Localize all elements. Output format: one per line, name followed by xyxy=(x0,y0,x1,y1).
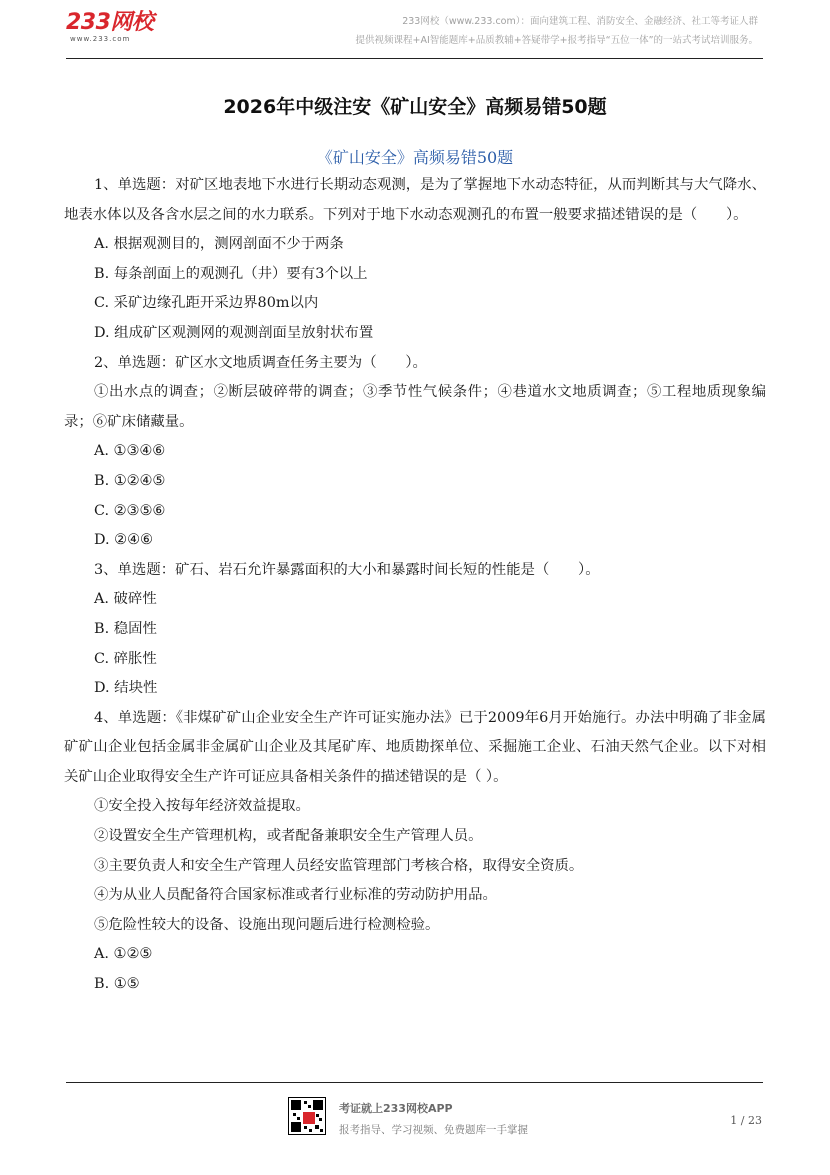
app-description: 报考指导、学习视频、免费题库一手掌握 xyxy=(339,1124,528,1136)
question-4-item: ②设置安全生产管理机构，或者配备兼职安全生产管理人员。 xyxy=(94,828,483,845)
app-slogan: 考证就上233网校APP xyxy=(339,1102,453,1115)
option-line: B. ①⑤ xyxy=(94,976,140,993)
question-3-stem: 3、单选题：矿石、岩石允许暴露面积的大小和暴露时间长短的性能是（ ）。 xyxy=(94,561,600,578)
option-line: D. 结块性 xyxy=(94,680,158,697)
option-line: A. 破碎性 xyxy=(94,591,157,608)
header-tagline xyxy=(356,12,759,50)
option-line: A. ①③④⑥ xyxy=(94,443,166,460)
option-line: D. ②④⑥ xyxy=(94,532,153,549)
option-line: C. ②③⑤⑥ xyxy=(94,502,166,519)
option-line: B. 每条剖面上的观测孔（井）要有3个以上 xyxy=(94,265,368,282)
page-header xyxy=(0,0,830,60)
page-number: 1 / 23 xyxy=(730,1114,762,1127)
brand-logo[interactable] xyxy=(66,10,166,46)
footer-divider xyxy=(66,1082,763,1083)
option-line: A. 根据观测目的，测网剖面不少于两条 xyxy=(94,236,344,253)
question-1-stem: 1、单选题：对矿区地表地下水进行长期动态观测，是为了掌握地下水动态特征，从而判断其与大气降水、地表水体以及各含水层之间的水力联系。下列对于地下水动态观测孔的布置一般要求描述错误的是（ ）。 xyxy=(64,177,766,223)
question-4-item: ①安全投入按每年经济效益提取。 xyxy=(94,798,310,815)
question-2-stem: 2、单选题：矿区水文地质调查任务主要为（ ）。 xyxy=(94,354,427,371)
option-line: D. 组成矿区观测网的观测剖面呈放射状布置 xyxy=(94,324,374,341)
header-tagline-line-1: 233网校（www.233.com）：面向建筑工程、消防安全、金融经济、社工等考证人群 xyxy=(402,16,758,27)
question-2-items: ①出水点的调查；②断层破碎带的调查；③季节性气候条件；④巷道水文地质调查；⑤工程地质现象编录；⑥矿床储藏量。 xyxy=(64,384,766,430)
option-line: A. ①②⑤ xyxy=(94,946,153,963)
option-line: C. 碎胀性 xyxy=(94,650,157,667)
document-title: 2026年中级注安《矿山安全》高频易错50题 xyxy=(223,96,607,118)
question-4-item: ④为从业人员配备符合国家标准或者行业标准的劳动防护用品。 xyxy=(94,887,497,904)
header-divider xyxy=(66,58,763,59)
option-line: B. ①②④⑤ xyxy=(94,472,166,489)
option-line: C. 采矿边缘孔距开采边界80m以内 xyxy=(94,295,319,312)
question-4-item: ⑤危险性较大的设备、设施出现问题后进行检测检验。 xyxy=(94,916,440,933)
qr-code-icon[interactable] xyxy=(288,1097,326,1135)
option-line: B. 稳固性 xyxy=(94,620,157,637)
header-tagline-line-2: 提供视频课程+AI智能题库+品质教辅+答疑带学+报考指导“五位一体”的一站式考试培训服务。 xyxy=(355,35,758,46)
document-body xyxy=(64,171,766,1000)
logo-wordmark: 233网校 xyxy=(66,10,154,35)
logo-url: www.233.com xyxy=(70,35,131,43)
document-subtitle: 《矿山安全》高频易错50题 xyxy=(316,148,514,167)
question-4-item: ③主要负责人和安全生产管理人员经安监管理部门考核合格，取得安全资质。 xyxy=(94,857,584,874)
brand-badge-icon xyxy=(302,1111,316,1125)
question-4-stem: 4、单选题：《非煤矿矿山企业安全生产许可证实施办法》已于2009年6月开始施行。办法中明确了非金属矿矿山企业包括金属非金属矿山企业及其尾矿库、地质勘探单位、采掘施工企业、石油天然气企业。以下对相关矿山企业取得安全生产许可证应具备相关条件的描述错误的是（ ）。 xyxy=(64,709,766,785)
